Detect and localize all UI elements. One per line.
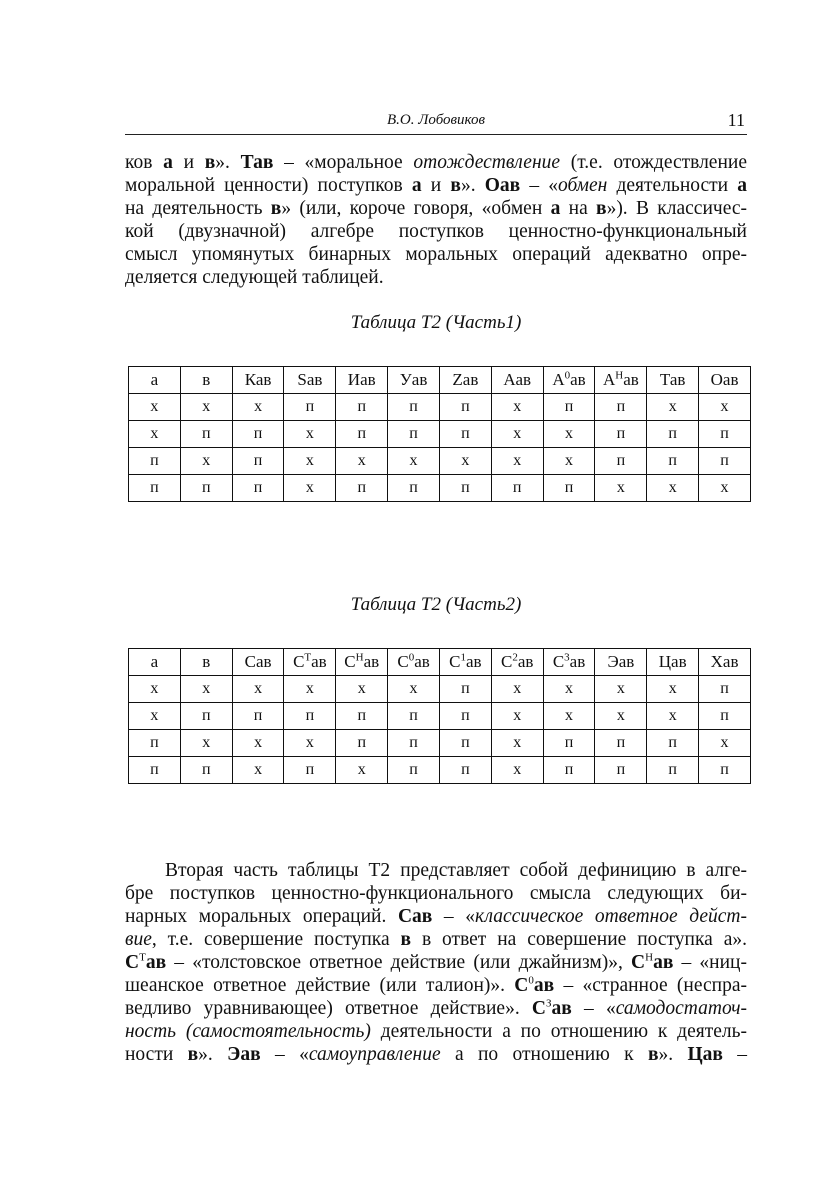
table-cell: п (180, 475, 232, 502)
table-header-cell: $С^0ав$ (388, 649, 440, 676)
table-cell: п (180, 421, 232, 448)
table-cell: х (647, 475, 699, 502)
truth-table-part1 (128, 366, 751, 502)
truth-table-part2 (128, 648, 751, 784)
table-cell: п (595, 448, 647, 475)
table-cell: х (647, 703, 699, 730)
table-cell: п (543, 394, 595, 421)
table-cell: п (439, 676, 491, 703)
table-cell: п (129, 730, 181, 757)
table-header-cell: Кав (232, 367, 284, 394)
table-cell: п (180, 757, 232, 784)
table-cell: х (595, 676, 647, 703)
table-header-cell: $С^2ав$ (491, 649, 543, 676)
table-cell: п (439, 757, 491, 784)
table-header-cell: а (129, 367, 181, 394)
table-cell: п (699, 421, 751, 448)
table1-caption: Таблица Т2 (Часть1) (350, 312, 522, 333)
table-cell: п (388, 394, 440, 421)
table-cell: х (699, 475, 751, 502)
table-cell: х (129, 703, 181, 730)
outro-line: вие, т.е. совершение поступка в в ответ на совершение поступка а». (125, 929, 748, 950)
table-cell: х (647, 676, 699, 703)
table-header-cell: Тав (647, 367, 699, 394)
table-cell: х (491, 394, 543, 421)
table-cell: х (180, 394, 232, 421)
table-cell: п (699, 757, 751, 784)
table-row (129, 703, 751, 730)
table-cell: х (491, 676, 543, 703)
table-row (129, 757, 751, 784)
table-cell: х (699, 730, 751, 757)
table2-caption: Таблица Т2 (Часть2) (350, 594, 522, 615)
outro-line: Вторая часть таблицы Т2 представляет собой дефиницию в алге- (165, 860, 747, 881)
table-cell: х (129, 676, 181, 703)
table-row (129, 421, 751, 448)
table-header-cell: $С^Тав$ (284, 649, 336, 676)
table-cell: х (232, 730, 284, 757)
table-cell: х (336, 448, 388, 475)
table-cell: п (232, 475, 284, 502)
table-header-cell: Эав (595, 649, 647, 676)
outro-line: ность (самостоятельность) деятельности а по отношению к деятель- (125, 1021, 747, 1042)
table-cell: х (491, 448, 543, 475)
intro-line: смысл упомянутых бинарных моральных операций адекватно опре- (125, 244, 747, 265)
table-cell: х (232, 676, 284, 703)
outro-line: бре поступков ценностно-функционального смысла следующих би- (125, 883, 747, 904)
table-cell: п (232, 421, 284, 448)
table-cell: п (129, 475, 181, 502)
table-cell: п (232, 703, 284, 730)
table-cell: п (699, 676, 751, 703)
table-cell: п (699, 703, 751, 730)
table-cell: х (284, 676, 336, 703)
table-cell: х (543, 421, 595, 448)
table-cell: п (543, 757, 595, 784)
table-header-cell: Аав (491, 367, 543, 394)
table-header-cell: Уав (388, 367, 440, 394)
table-header-cell: в (180, 367, 232, 394)
table-cell: п (180, 703, 232, 730)
table-cell: х (595, 475, 647, 502)
table-header-cell: Оав (699, 367, 751, 394)
table-cell: п (388, 703, 440, 730)
outro-line: ведливо уравнивающее) ответное действие». $С^Зав$ – «самодостаточ- (125, 997, 748, 1019)
table-header-cell: а (129, 649, 181, 676)
page-number: 11 (727, 110, 745, 130)
table-cell: п (595, 730, 647, 757)
table-cell: п (439, 730, 491, 757)
outro-line: ности в». Эав – «самоуправление а по отношению к в». Цав – (125, 1044, 748, 1065)
table-cell: х (232, 757, 284, 784)
table-header-cell: Иав (336, 367, 388, 394)
table-cell: п (388, 421, 440, 448)
table-cell: п (284, 394, 336, 421)
header-author: В.О. Лобовиков (386, 112, 486, 128)
table-cell: х (388, 676, 440, 703)
table-cell: п (439, 394, 491, 421)
table-row (129, 448, 751, 475)
table-cell: п (336, 703, 388, 730)
table-header-cell: $С^3ав$ (543, 649, 595, 676)
table-cell: х (336, 757, 388, 784)
table-cell: х (439, 448, 491, 475)
table-header-cell: Zав (439, 367, 491, 394)
table-cell: п (595, 757, 647, 784)
table-cell: п (647, 448, 699, 475)
table-header-cell: $С^Нав$ (336, 649, 388, 676)
running-header (125, 110, 747, 135)
table-cell: п (439, 421, 491, 448)
table-cell: п (647, 421, 699, 448)
table-cell: х (491, 730, 543, 757)
table-cell: х (699, 394, 751, 421)
table-row (129, 676, 751, 703)
table-cell: х (543, 676, 595, 703)
table-cell: п (336, 730, 388, 757)
table-row (129, 475, 751, 502)
intro-line: ков а и в». Тав – «моральное отождествление (т.е. отождествление (125, 152, 747, 173)
table-cell: п (439, 475, 491, 502)
table-header-cell: $С^1ав$ (439, 649, 491, 676)
table-cell: п (647, 757, 699, 784)
table-cell: п (129, 448, 181, 475)
table-cell: х (595, 703, 647, 730)
table-cell: п (647, 730, 699, 757)
table-cell: х (647, 394, 699, 421)
table-header-cell: Хав (699, 649, 751, 676)
table-cell: х (491, 703, 543, 730)
table-cell: п (595, 394, 647, 421)
table-cell: х (180, 676, 232, 703)
table-cell: х (543, 703, 595, 730)
table-cell: п (439, 703, 491, 730)
intro-line: на деятельность в» (или, короче говоря, «обмен а на в»). В классичес- (125, 198, 747, 219)
outro-line: нарных моральных операций. Сав – «классическое ответное дейст- (125, 906, 748, 927)
table-cell: п (388, 475, 440, 502)
table-cell: х (491, 421, 543, 448)
table-header-cell: Сав (232, 649, 284, 676)
outro-line: $С^Тав$ – «толстовское ответное действие (или джайнизм)», $С^Нав$ – «ниц- (125, 951, 747, 973)
table-header-cell: $A^0ав$ (543, 367, 595, 394)
table-cell: п (543, 730, 595, 757)
table-header-cell: в (180, 649, 232, 676)
table-cell: п (284, 703, 336, 730)
table-header-row (129, 367, 751, 394)
table-header-cell: Sав (284, 367, 336, 394)
table-cell: х (284, 730, 336, 757)
table-cell: х (180, 448, 232, 475)
table-cell: х (232, 394, 284, 421)
table-cell: х (491, 757, 543, 784)
table-cell: п (595, 421, 647, 448)
table-cell: п (388, 730, 440, 757)
outro-paragraph (125, 859, 747, 1066)
table-cell: п (699, 448, 751, 475)
table-cell: п (543, 475, 595, 502)
table-cell: п (129, 757, 181, 784)
table-cell: х (284, 421, 336, 448)
intro-line: моральной ценности) поступков а и в». Оав – «обмен деятельности а (125, 175, 748, 196)
table-cell: х (336, 676, 388, 703)
table-cell: х (543, 448, 595, 475)
table-cell: п (232, 448, 284, 475)
table-cell: п (336, 394, 388, 421)
table-cell: х (388, 448, 440, 475)
outro-line: шеанское ответное действие (или талион)». $С^0ав$ – «странное (неспра- (125, 974, 747, 996)
table-cell: п (491, 475, 543, 502)
table-header-row (129, 649, 751, 676)
table-cell: х (129, 394, 181, 421)
table-cell: х (129, 421, 181, 448)
table-cell: п (336, 475, 388, 502)
table-header-cell: $A^Нав$ (595, 367, 647, 394)
table-row (129, 730, 751, 757)
table-cell: х (284, 448, 336, 475)
table-row (129, 394, 751, 421)
table-cell: п (336, 421, 388, 448)
table-cell: п (388, 757, 440, 784)
intro-line: деляется следующей таблицей. (125, 267, 384, 288)
intro-paragraph (125, 151, 747, 289)
table-cell: х (180, 730, 232, 757)
table-header-cell: Цав (647, 649, 699, 676)
intro-line: кой (двузначной) алгебре поступков ценностно-функциональный (125, 221, 747, 242)
table-cell: п (284, 757, 336, 784)
table-cell: х (284, 475, 336, 502)
